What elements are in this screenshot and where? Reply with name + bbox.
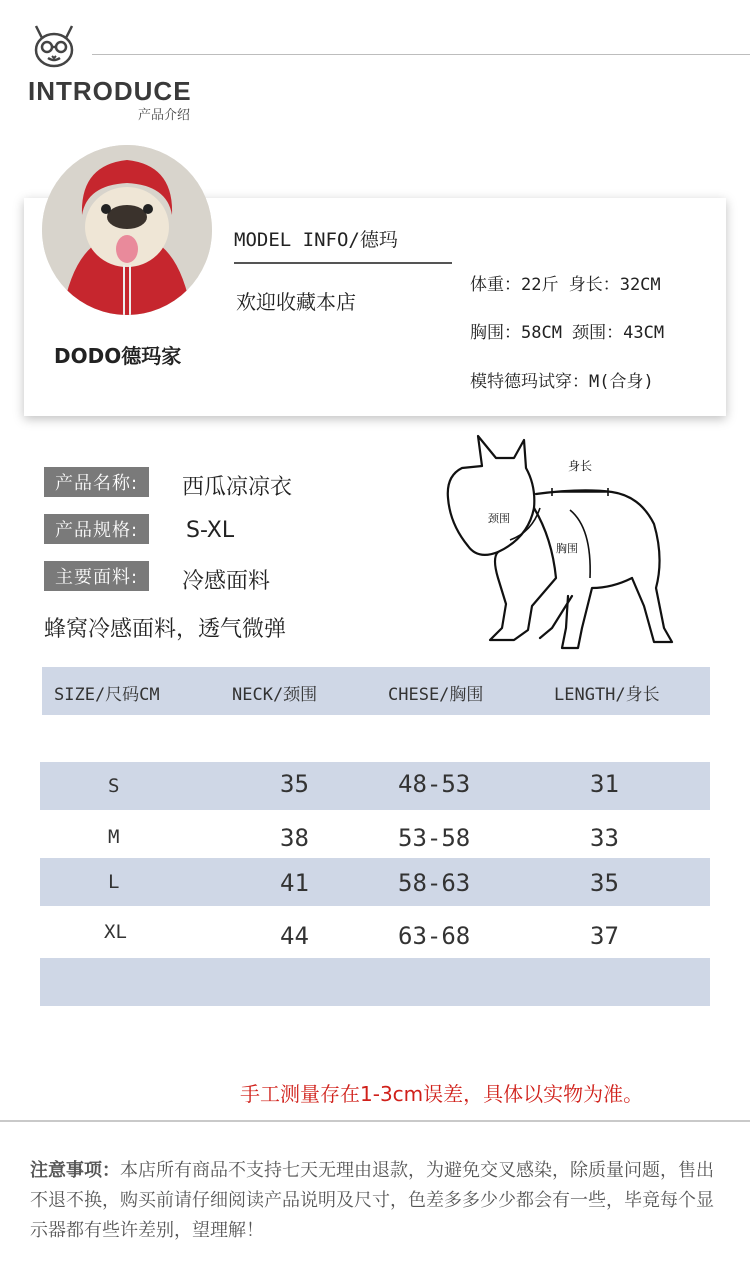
page-subtitle: 产品介绍 [138, 108, 191, 123]
notice-block [30, 1156, 730, 1246]
fabric-feature-text: 蜂窝冷感面料，透气微弹 [44, 617, 287, 642]
model-dog-photo [42, 145, 212, 315]
row-m-neck: 38 [280, 824, 309, 852]
model-title-underline [234, 262, 452, 264]
header-chest: CHESE/胸围 [388, 685, 484, 705]
row-s-neck: 35 [280, 770, 309, 798]
row-xl-length: 37 [590, 922, 619, 950]
welcome-text: 欢迎收藏本店 [236, 290, 356, 314]
row-s-chest: 48-53 [398, 770, 471, 798]
model-info-title: MODEL INFO/德玛 [234, 229, 398, 251]
row-m-size: M [108, 826, 120, 848]
header-length: LENGTH/身长 [554, 685, 660, 705]
row-m-chest: 53-58 [398, 824, 471, 852]
product-name-value: 西瓜凉凉衣 [182, 475, 293, 500]
shop-brand-name: DODO德玛家 [54, 344, 182, 368]
product-fabric-value: 冷感面料 [182, 569, 271, 594]
product-spec-label: 产品规格: [44, 514, 149, 544]
row-m-length: 33 [590, 824, 619, 852]
diagram-chest-label: 胸围 [556, 542, 578, 555]
page-title: INTRODUCE [28, 76, 192, 106]
model-stat-weight-length: 体重：22斤 身长：32CM [470, 275, 661, 295]
row-xl-chest: 63-68 [398, 922, 471, 950]
bulldog-logo-icon [28, 20, 80, 72]
diagram-neck-label: 颈围 [488, 512, 510, 525]
row-s-length: 31 [590, 770, 619, 798]
dog-measurement-diagram [432, 428, 682, 660]
section-divider [0, 1120, 750, 1122]
notice-label: 注意事项： [30, 1160, 120, 1181]
model-stat-chest-neck: 胸围：58CM 颈围：43CM [470, 323, 665, 343]
row-l-length: 35 [590, 869, 619, 897]
header-size: SIZE/尺码CM [54, 685, 160, 705]
row-xl-size: XL [104, 921, 127, 943]
row-s-size: S [108, 775, 120, 797]
header-neck: NECK/颈围 [232, 685, 318, 705]
row-xl-neck: 44 [280, 922, 309, 950]
product-spec-value: S-XL [186, 518, 235, 543]
diagram-length-label: 身长 [568, 459, 593, 473]
product-fabric-label: 主要面料: [44, 561, 149, 591]
model-stat-fit: 模特德玛试穿：M(合身) [470, 372, 654, 392]
row-l-size: L [108, 871, 120, 893]
header-divider [92, 54, 750, 55]
table-row-band [40, 958, 710, 1006]
product-name-label: 产品名称: [44, 467, 149, 497]
measurement-error-note: 手工测量存在1-3cm误差，具体以实物为准。 [240, 1082, 644, 1106]
row-l-neck: 41 [280, 869, 309, 897]
notice-text: 本店所有商品不支持七天无理由退款，为避免交叉感染，除质量问题，售出不退不换，购买前请仔细阅读产品说明及尺寸，色差多多少少都会有一些，毕竟每个显示器都有些许差别，望理解！ [30, 1160, 714, 1241]
row-l-chest: 58-63 [398, 869, 471, 897]
